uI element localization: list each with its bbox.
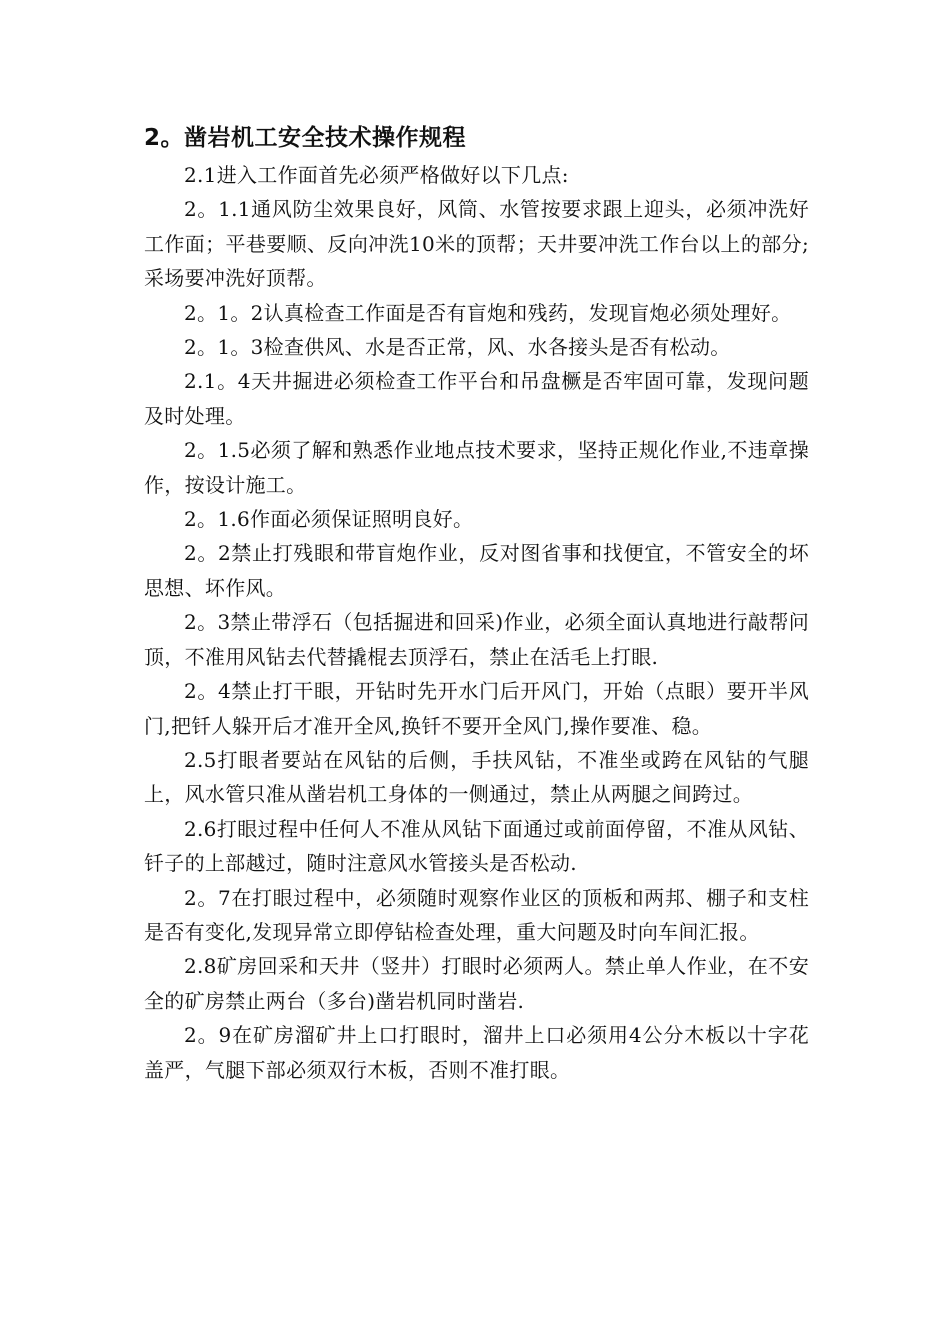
document-body <box>144 118 809 1087</box>
section-heading: 2。凿岩机工安全技术操作规程 <box>144 125 467 151</box>
paragraph-2-4: 2。4禁止打干眼，开钻时先开水门后开风门，开始（点眼）要开半风门,把钎人躲开后才准开全风,换钎不要开全风门,操作要准、稳。 <box>144 679 809 738</box>
paragraph-2-1-6: 2。1.6作面必须保证照明良好。 <box>184 507 474 532</box>
paragraph-2-7: 2。7在打眼过程中，必须随时观察作业区的顶板和两邦、棚子和支柱是否有变化,发现异常立即停钻检查处理，重大问题及时向车间汇报。 <box>144 885 809 944</box>
paragraph-2-9: 2。9在矿房溜矿井上口打眼时，溜井上口必须用4公分木板以十字花盖严，气腿下部必须双行木板，否则不准打眼。 <box>144 1023 809 1082</box>
paragraph-2-1-2: 2。1。2认真检查工作面是否有盲炮和残药，发现盲炮必须处理好。 <box>184 300 792 325</box>
paragraph-2-8: 2.8矿房回采和天井（竖井）打眼时必须两人。禁止单人作业，在不安全的矿房禁止两台（多台)凿岩机同时凿岩. <box>144 954 809 1013</box>
paragraph-2-3: 2。3禁止带浮石（包括掘进和回采)作业，必须全面认真地进行敲帮问顶，不准用风钻去代替撬棍去顶浮石，禁止在活毛上打眼. <box>144 610 809 669</box>
paragraph-2-6: 2.6打眼过程中任何人不准从风钻下面通过或前面停留，不准从风钻、钎子的上部越过，随时注意风水管接头是否松动. <box>144 816 809 876</box>
paragraph-2-1-4: 2.1。4天井掘进必须检查工作平台和吊盘橛是否牢固可靠，发现问题及时处理。 <box>144 369 809 428</box>
paragraph-2-2: 2。2禁止打残眼和带盲炮作业，反对图省事和找便宜，不管安全的坏思想、坏作风。 <box>144 541 809 600</box>
paragraph-2-1-1: 2。1.1通风防尘效果良好，风筒、水管按要求跟上迎头，必须冲洗好工作面；平巷要顺、反向冲洗10米的顶帮；天井要冲洗工作台以上的部分;采场要冲洗好顶帮。 <box>144 197 809 291</box>
paragraph-2-1: 2.1进入工作面首先必须严格做好以下几点: <box>184 163 569 187</box>
paragraph-2-1-5: 2。1.5必须了解和熟悉作业地点技术要求，坚持正规化作业,不违章操作，按设计施工。 <box>144 438 809 497</box>
paragraph-2-1-3: 2。1。3检查供风、水是否正常，风、水各接头是否有松动。 <box>184 335 731 360</box>
paragraph-2-5: 2.5打眼者要站在风钻的后侧，手扶风钻，不准坐或跨在风钻的气腿上，风水管只准从凿岩机工身体的一侧通过，禁止从两腿之间跨过。 <box>144 747 809 807</box>
